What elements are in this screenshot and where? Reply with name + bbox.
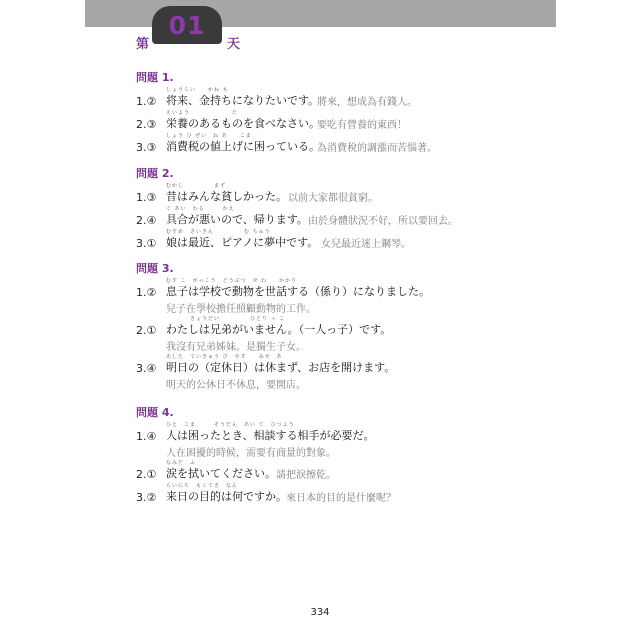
answer-number: 2.①: [136, 468, 157, 481]
chinese-translation: 我沒有兄弟姊妹。是獨生子女。: [166, 342, 306, 353]
day-number-tab: [152, 6, 222, 44]
furigana: ぐ あい わる かえ: [166, 206, 235, 212]
chinese-translation: 女兒最近迷上鋼琴。: [321, 239, 411, 250]
furigana: むすめ さいきん む ちゅう: [166, 229, 271, 235]
day-suffix: 天: [227, 37, 241, 52]
chinese-translation: 請把淚擦乾。: [276, 470, 336, 481]
chinese-translation: 由於身體狀況不好，所以要回去。: [308, 216, 458, 227]
japanese-sentence: 涙を拭いてください。: [166, 467, 276, 480]
chinese-translation: 將來，想成為有錢人。: [317, 97, 417, 108]
japanese-sentence: 来日の目的は何ですか。: [166, 490, 287, 503]
answer-number: 3.②: [136, 491, 157, 504]
answer-number: 2.④: [136, 214, 157, 227]
chinese-translation: 為消費稅的調漲而苦惱著。: [317, 143, 437, 154]
chinese-translation: 明天的公休日不休息，要開店。: [166, 380, 306, 391]
day-prefix: 第: [136, 37, 150, 52]
japanese-sentence: 具合が悪いので、帰ります。: [166, 213, 308, 226]
japanese-sentence: 娘は最近、ピアノに夢中です。: [166, 236, 319, 249]
section-title-1: 問題 1.: [136, 71, 174, 84]
answer-number: 1.③: [136, 191, 157, 204]
japanese-sentence: 明日の（定休日）は休まず、お店を開けます。: [166, 361, 396, 374]
japanese-sentence: 栄養のあるものを食べなさい。: [166, 117, 320, 130]
furigana: きょうだい ひとり っ こ: [166, 316, 286, 322]
japanese-sentence: 息子は学校で動物を世話する（係り）になりました。: [166, 285, 430, 298]
answer-number: 1.②: [136, 286, 157, 299]
chinese-translation: 人在困擾的時候，需要有商量的對象。: [166, 448, 336, 459]
japanese-sentence: 将来、金持ちになりたいです。: [166, 94, 320, 107]
answer-row: [136, 109, 566, 131]
section-title-3: 問題 3.: [136, 262, 174, 275]
answer-row: [136, 132, 566, 154]
section-title-2: 問題 2.: [136, 167, 174, 180]
page-number: 334: [310, 607, 330, 618]
answer-number: 1.④: [136, 430, 157, 443]
answer-number: 1.②: [136, 95, 157, 108]
furigana: らいにち もくてき なん: [166, 483, 239, 489]
answer-row: [136, 228, 566, 250]
japanese-sentence: 昔はみんな貧しかった。: [166, 190, 287, 203]
section-title-4: 問題 4.: [136, 406, 174, 419]
answer-number: 3.③: [136, 141, 157, 154]
answer-number: 3.①: [136, 237, 157, 250]
answer-row: [136, 353, 566, 375]
chinese-translation: 要吃有營養的東西！: [317, 120, 407, 131]
furigana: むす こ がっこう どうぶつ せ わ かかり: [166, 278, 298, 284]
answer-number: 2.③: [136, 118, 157, 131]
furigana: えいよう た: [166, 110, 239, 116]
japanese-sentence: わたしは兄弟がいません。（一人っ子）です。: [166, 323, 392, 336]
answer-row: [136, 459, 566, 481]
answer-number: 2.①: [136, 324, 157, 337]
japanese-sentence: 人は困ったとき、相談する相手が必要だ。: [166, 429, 375, 442]
answer-number: 3.④: [136, 362, 157, 375]
answer-row: [136, 315, 566, 337]
answer-row: [136, 277, 566, 299]
answer-row: [136, 421, 566, 443]
answer-row: [136, 182, 566, 204]
answer-row: [136, 205, 566, 227]
furigana: なみだ ふ: [166, 460, 197, 466]
chinese-translation: 以前大家都很貧窮。: [288, 193, 378, 204]
chinese-translation: 來日本的目的是什麼呢？: [286, 493, 396, 504]
answer-row: [136, 482, 566, 504]
furigana: あした ていきゅう び やす みせ あ: [166, 354, 283, 360]
day-number: 01: [168, 10, 206, 40]
furigana: ひと こま そうだん あい て ひつよう: [166, 422, 295, 428]
furigana: むかし まず: [166, 183, 227, 189]
japanese-sentence: 消費税の値上げに困っている。: [166, 140, 320, 153]
chinese-translation: 兒子在學校擔任照顧動物的工作。: [166, 304, 316, 315]
furigana: しょう ひ ぜい ね あ こま: [166, 133, 252, 139]
furigana: しょうらい かね も: [166, 87, 229, 93]
answer-row: [136, 86, 566, 108]
